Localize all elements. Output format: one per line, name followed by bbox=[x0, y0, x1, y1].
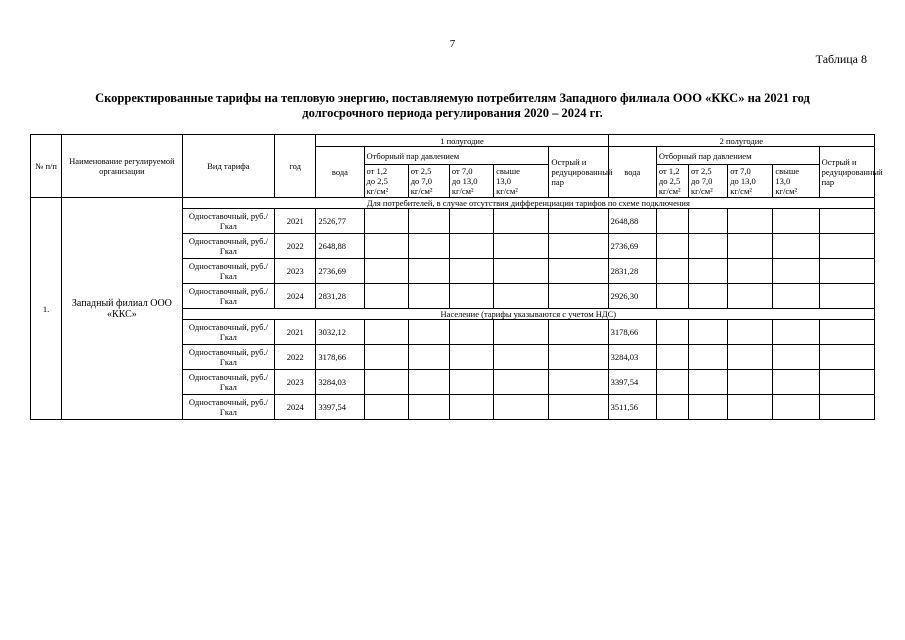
empty-cell bbox=[549, 345, 608, 370]
half2-water-value: 2831,28 bbox=[608, 259, 656, 284]
half2-water-value: 3511,56 bbox=[608, 395, 656, 420]
page-number: 7 bbox=[449, 38, 456, 50]
empty-cell bbox=[549, 395, 608, 420]
empty-cell bbox=[689, 370, 728, 395]
empty-cell bbox=[494, 345, 549, 370]
tariff-type-cell: Одноставочный, руб./Гкал bbox=[182, 370, 274, 395]
header-water-2: вода bbox=[608, 147, 656, 198]
empty-cell bbox=[449, 234, 493, 259]
empty-cell bbox=[689, 395, 728, 420]
section-title-consumers: Для потребителей, в случае отсутствия дифференциации тарифов по схеме подключения bbox=[182, 198, 874, 209]
empty-cell bbox=[773, 395, 819, 420]
empty-cell bbox=[773, 345, 819, 370]
year-cell: 2021 bbox=[275, 209, 316, 234]
empty-cell bbox=[408, 259, 449, 284]
empty-cell bbox=[408, 284, 449, 309]
header-pressure-1-2-2-5: от 1,2 до 2,5 кг/см² bbox=[656, 165, 688, 198]
empty-cell bbox=[656, 370, 688, 395]
year-cell: 2024 bbox=[275, 395, 316, 420]
empty-cell bbox=[364, 284, 408, 309]
half1-water-value: 3397,54 bbox=[316, 395, 364, 420]
empty-cell bbox=[408, 370, 449, 395]
header-half-1: 1 полугодие bbox=[316, 135, 608, 147]
header-half-2: 2 полугодие bbox=[608, 135, 874, 147]
empty-cell bbox=[364, 345, 408, 370]
half2-water-value: 2736,69 bbox=[608, 234, 656, 259]
empty-cell bbox=[549, 370, 608, 395]
empty-cell bbox=[728, 370, 773, 395]
empty-cell bbox=[364, 320, 408, 345]
empty-cell bbox=[689, 320, 728, 345]
tariff-type-cell: Одноставочный, руб./Гкал bbox=[182, 259, 274, 284]
header-pressure-2-5-7-0: от 2,5 до 7,0 кг/см² bbox=[408, 165, 449, 198]
empty-cell bbox=[689, 284, 728, 309]
half1-water-value: 3178,66 bbox=[316, 345, 364, 370]
year-cell: 2021 bbox=[275, 320, 316, 345]
empty-cell bbox=[656, 209, 688, 234]
empty-cell bbox=[549, 234, 608, 259]
title-line-1: Скорректированные тарифы на тепловую энергию, поставляемую потребителям Западного филиала ООО «ККС» на 2021 год bbox=[95, 91, 810, 105]
empty-cell bbox=[819, 259, 874, 284]
header-steam-1: Отборный пар давлением bbox=[364, 147, 549, 165]
empty-cell bbox=[449, 259, 493, 284]
half2-water-value: 3284,03 bbox=[608, 345, 656, 370]
header-pressure-7-0-13-0: от 7,0 до 13,0 кг/см² bbox=[728, 165, 773, 198]
empty-cell bbox=[549, 259, 608, 284]
half1-water-value: 2736,69 bbox=[316, 259, 364, 284]
empty-cell bbox=[656, 395, 688, 420]
tariff-type-cell: Одноставочный, руб./Гкал bbox=[182, 234, 274, 259]
empty-cell bbox=[494, 395, 549, 420]
empty-cell bbox=[656, 345, 688, 370]
header-sharp-2: Острый и редуцированный пар bbox=[819, 147, 874, 198]
header-pressure-1-2-2-5: от 1,2 до 2,5 кг/см² bbox=[364, 165, 408, 198]
header-pressure-over-13-0: свыше 13,0 кг/см² bbox=[494, 165, 549, 198]
header-pressure-over-13-0: свыше 13,0 кг/см² bbox=[773, 165, 819, 198]
empty-cell bbox=[728, 209, 773, 234]
empty-cell bbox=[728, 284, 773, 309]
year-cell: 2023 bbox=[275, 259, 316, 284]
empty-cell bbox=[728, 259, 773, 284]
year-cell: 2024 bbox=[275, 284, 316, 309]
header-pressure-7-0-13-0: от 7,0 до 13,0 кг/см² bbox=[449, 165, 493, 198]
empty-cell bbox=[819, 320, 874, 345]
empty-cell bbox=[728, 320, 773, 345]
half2-water-value: 3397,54 bbox=[608, 370, 656, 395]
empty-cell bbox=[364, 395, 408, 420]
year-cell: 2022 bbox=[275, 234, 316, 259]
tariff-type-cell: Одноставочный, руб./Гкал bbox=[182, 284, 274, 309]
empty-cell bbox=[494, 209, 549, 234]
tariff-type-cell: Одноставочный, руб./Гкал bbox=[182, 320, 274, 345]
empty-cell bbox=[408, 345, 449, 370]
empty-cell bbox=[689, 234, 728, 259]
half1-water-value: 2526,77 bbox=[316, 209, 364, 234]
half1-water-value: 3032,12 bbox=[316, 320, 364, 345]
empty-cell bbox=[494, 370, 549, 395]
empty-cell bbox=[773, 284, 819, 309]
empty-cell bbox=[449, 284, 493, 309]
empty-cell bbox=[773, 259, 819, 284]
empty-cell bbox=[549, 320, 608, 345]
empty-cell bbox=[819, 395, 874, 420]
title-line-2: долгосрочного периода регулирования 2020 – 2024 гг. bbox=[302, 106, 603, 120]
empty-cell bbox=[549, 209, 608, 234]
empty-cell bbox=[408, 234, 449, 259]
empty-cell bbox=[819, 284, 874, 309]
empty-cell bbox=[408, 395, 449, 420]
empty-cell bbox=[656, 259, 688, 284]
half2-water-value: 3178,66 bbox=[608, 320, 656, 345]
empty-cell bbox=[494, 259, 549, 284]
empty-cell bbox=[728, 395, 773, 420]
empty-cell bbox=[689, 209, 728, 234]
header-row-1 bbox=[31, 135, 875, 147]
half1-water-value: 2831,28 bbox=[316, 284, 364, 309]
empty-cell bbox=[364, 234, 408, 259]
empty-cell bbox=[819, 370, 874, 395]
empty-cell bbox=[773, 209, 819, 234]
empty-cell bbox=[364, 209, 408, 234]
empty-cell bbox=[656, 234, 688, 259]
empty-cell bbox=[819, 234, 874, 259]
header-tariff-type: Вид тарифа bbox=[182, 135, 274, 198]
tariff-type-cell: Одноставочный, руб./Гкал bbox=[182, 395, 274, 420]
empty-cell bbox=[449, 395, 493, 420]
page-title bbox=[30, 91, 875, 121]
empty-cell bbox=[819, 209, 874, 234]
empty-cell bbox=[689, 259, 728, 284]
year-cell: 2023 bbox=[275, 370, 316, 395]
section-title-population: Население (тарифы указываются с учетом НДС) bbox=[182, 309, 874, 320]
empty-cell bbox=[689, 345, 728, 370]
header-num: № п/п bbox=[31, 135, 62, 198]
section-row-1 bbox=[31, 198, 875, 209]
empty-cell bbox=[773, 320, 819, 345]
empty-cell bbox=[449, 320, 493, 345]
half2-water-value: 2648,88 bbox=[608, 209, 656, 234]
header-sharp-1: Острый и редуцированный пар bbox=[549, 147, 608, 198]
empty-cell bbox=[364, 370, 408, 395]
header-org: Наименование регулируемой организации bbox=[62, 135, 183, 198]
header-year: год bbox=[275, 135, 316, 198]
half1-water-value: 2648,88 bbox=[316, 234, 364, 259]
empty-cell bbox=[408, 320, 449, 345]
empty-cell bbox=[819, 345, 874, 370]
empty-cell bbox=[494, 320, 549, 345]
empty-cell bbox=[408, 209, 449, 234]
row-number: 1. bbox=[31, 198, 62, 420]
empty-cell bbox=[728, 345, 773, 370]
empty-cell bbox=[494, 284, 549, 309]
tariff-type-cell: Одноставочный, руб./Гкал bbox=[182, 345, 274, 370]
empty-cell bbox=[656, 284, 688, 309]
empty-cell bbox=[773, 234, 819, 259]
tariff-type-cell: Одноставочный, руб./Гкал bbox=[182, 209, 274, 234]
empty-cell bbox=[364, 259, 408, 284]
tariff-table bbox=[30, 134, 883, 420]
half2-water-value: 2926,30 bbox=[608, 284, 656, 309]
empty-cell bbox=[449, 370, 493, 395]
table-label: Таблица 8 bbox=[815, 52, 867, 66]
header-water-1: вода bbox=[316, 147, 364, 198]
header-steam-2: Отборный пар давлением bbox=[656, 147, 819, 165]
organization-name: Западный филиал ООО «ККС» bbox=[62, 198, 183, 420]
empty-cell bbox=[494, 234, 549, 259]
year-cell: 2022 bbox=[275, 345, 316, 370]
header-pressure-2-5-7-0: от 2,5 до 7,0 кг/см² bbox=[689, 165, 728, 198]
empty-cell bbox=[549, 284, 608, 309]
empty-cell bbox=[728, 234, 773, 259]
empty-cell bbox=[449, 345, 493, 370]
empty-cell bbox=[449, 209, 493, 234]
empty-cell bbox=[656, 320, 688, 345]
empty-cell bbox=[773, 370, 819, 395]
half1-water-value: 3284,03 bbox=[316, 370, 364, 395]
